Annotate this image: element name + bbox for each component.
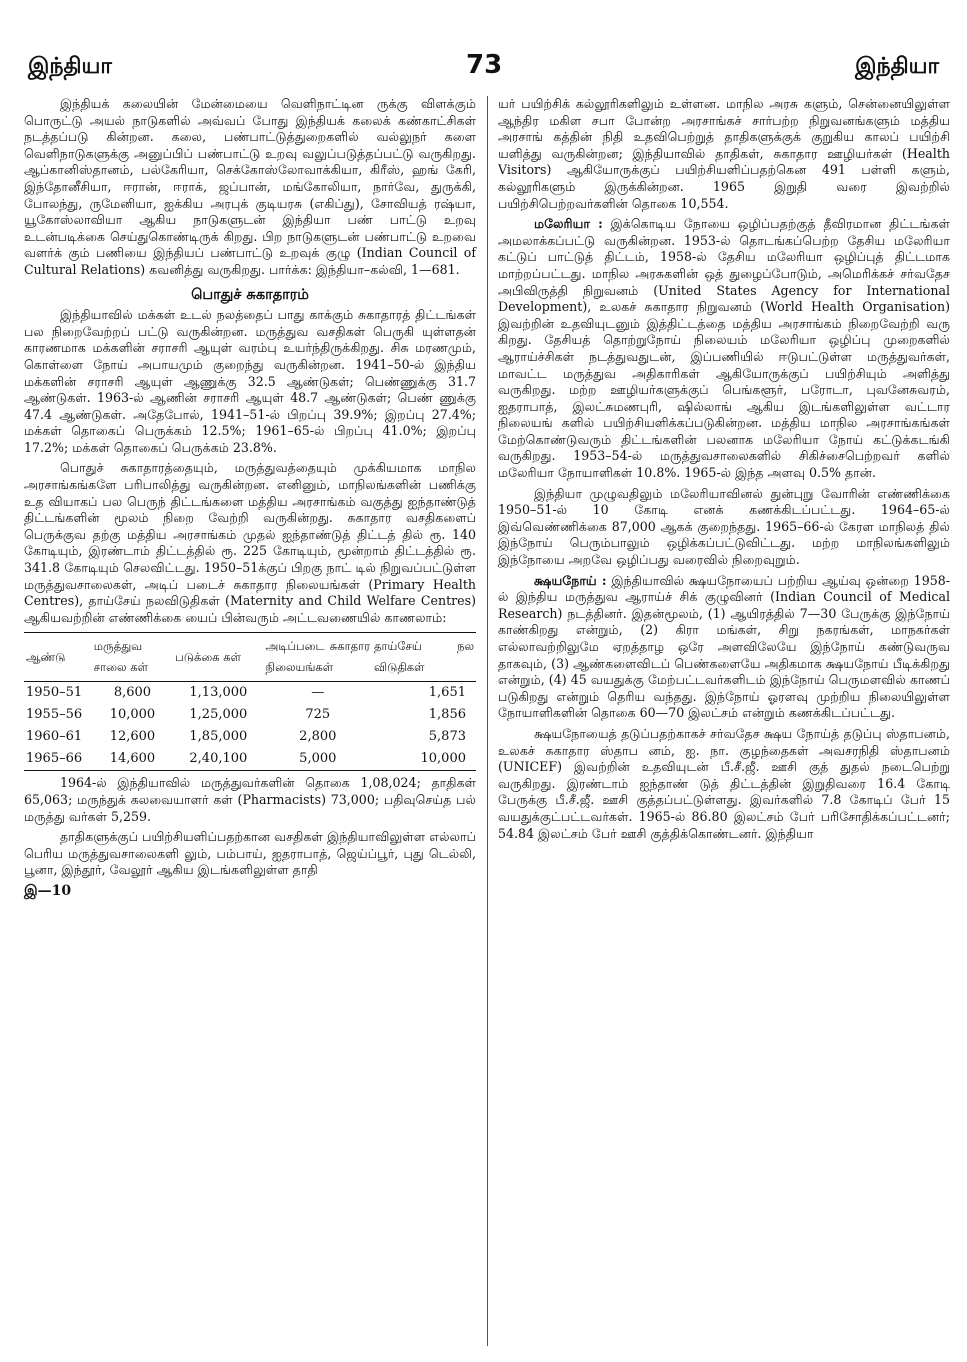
paragraph-malaria-cases: இந்தியா முழுவதிலும் மலேரியாவினல் துன்புறு வோரின் எண்ணிக்கை 1950–51-ல் 10 கோடி எனக் கணக்கிடப்பட்டது. 1964–65-ல் இவ்வெண்ணிக்கை 87,000 ஆகக் குறைந்தது. 1965–66-ல் கேரள மாநிலத் தில் இந்நோய் பெரும்பாலும் ஒழிக்கப்பட்டுவிட்டது. மற்ற மாநிலங்களிலும் இந்நோயை அறவே ஒழிப்பது வரைவில் நிறைவுறும். <box>498 485 950 568</box>
table-cell: 1,25,000 <box>189 707 248 723</box>
malaria-heading: மலேரியா : <box>534 216 603 232</box>
table-header-phc: அடிப்படை சுகாதார நிலையங்கள் <box>265 639 371 675</box>
table-cell: 5,000 <box>299 751 337 767</box>
table-cell: 1,85,000 <box>189 729 248 745</box>
table-header-beds: படுக்கை கள் <box>175 649 241 664</box>
table-cell: 1,856 <box>428 707 466 723</box>
paragraph-nurse-training: தாதிகளுக்குப் பயிற்சியளிப்பதற்கான வசதிகள் இந்தியாவிலுள்ள எல்லாப் பெரிய மருத்துவசாலைகளி லும், பம்பாய், ஐதராபாத், ஜெய்ப்பூர், புது டெல்லி, பூனா, இந்தூர், வேலூர் ஆகிய இடங்களிலுள்ள தாதி <box>24 829 476 878</box>
table-cell: — <box>311 685 325 701</box>
paragraph-doctors: 1964-ல் இந்தியாவில் மருத்துவர்களின் தொகை 1,08,024; தாதிகள் 65,063; மருந்துக் கலவையாளர் கள் (Pharmacists) 73,000; பதிவுசெய்த பல் மருத்து வர்கள் 5,259. <box>24 775 476 824</box>
table-header-year: ஆண்டு <box>26 649 66 664</box>
table-header-maternity: தாய்சேய் நல விடுதிகள் <box>374 639 474 675</box>
page-header <box>28 50 939 88</box>
paragraph-life-expectancy: இந்தியாவில் மக்கள் உடல் நலத்தைப் பாது காக்கும் சுகாதாரத் திட்டங்கள் பல நிறைவேற்றப் பட்டு வருகின்றன. மருத்துவ வசதிகள் பெருகி யுள்ளதன் காரணமாக மக்களின் சராசரி ஆயுள் வரம்பு உயர்ந்திருக்கிறது. சிசு மரணமும், கொள்ளை நோய் அபாயமும் குறைந்து வருகின்றன. 1941–50-ல் இந்திய மக்களின் சராசரி ஆயுள் ஆணுக்கு 32.5 ஆண்டுகள்; பெண்ணுக்கு 31.7 ஆண்டுகள். 1963-ல் ஆணின் சராசரி ஆயுள் 48.7 ஆண்டுகள்; பெண் ணுக்கு 47.4 ஆண்டுகள். அதேபோல், 1941–51-ல் பிறப்பு 39.9%; இறப்பு 27.4%; மக்கள் தொகைப் பெருக்கம் 12.5%; 1961–65-ல் பிறப்பு 41.0%; இறப்பு 17.2%; மக்கள் தொகைப் பெருக்கம் 23.8%. <box>24 307 476 455</box>
table-row <box>24 704 476 726</box>
table-cell: 12,600 <box>109 729 156 745</box>
table-cell: 1965–66 <box>26 751 83 767</box>
signature-mark: இ—10 <box>24 882 72 899</box>
running-head-left: இந்தியா <box>28 54 112 79</box>
table-row <box>24 726 476 748</box>
table-cell: 1960–61 <box>26 729 83 745</box>
paragraph-tuberculosis <box>498 573 950 722</box>
section-title-public-health: பொதுச் சுகாதாரம் <box>191 285 309 303</box>
table-cell: 725 <box>305 707 331 723</box>
running-head-right: இந்தியா <box>855 54 939 79</box>
table-row <box>24 682 476 705</box>
table-cell: 2,800 <box>299 729 337 745</box>
column-divider <box>487 96 488 1346</box>
table-row <box>24 748 476 771</box>
page-number: 73 <box>466 50 503 80</box>
table-cell: 2,40,100 <box>189 751 248 767</box>
paragraph-malaria <box>498 216 950 482</box>
tuberculosis-text: இந்தியாவில் க்ஷயநோயைப் பற்றிய ஆய்வு ஒன்றை 1958-ல் இந்திய மருத்துவ ஆராய்ச் சிக் குழுவினர் (Indian Council of Medical Research) நடத்தினர். இதன்மூலம், (1) ஆயிரத்தில் 7—30 பேருக்கு இந்நோய் காண்கிறது என்றும், (2) கிரா மங்கள், சிறு நகரங்கள், மாநகர்கள் எல்லாவற்றிலுமே ஏறத்தாழ ஒரே அளவிலேயே இந்நோய் கண்டுவருவ தாகவும், (3) ஆண்களைவிடப் பெண்களையே அதிகமாக க்ஷயநோய் பீடிக்கிறது என்றும், (4) 45 வயதுக்கு மேற்பட்டவர்களிடம் இந்நோய் பெருமளவில் காணப் படுகிறது என்றும் தெரிய வந்தது. இந்நோய் ஓரளவு முற்றிய நிலையிலுள்ள நோயாளிகளின் தொகை 60—70 இலட்சம் என்றும் கணக்கிடப்பட்டது. <box>498 572 950 721</box>
table-cell: 1,651 <box>428 685 466 701</box>
paragraph-culture: இந்தியக் கலையின் மேன்மையை வெளிநாட்டின ருக்கு விளக்கும் பொருட்டு அயல் நாடுகளில் அவ்வப் போது இந்தியக் கலைக் கண்காட்சிகள் நடத்தப்படு கின்றன. கலை, பண்பாட்டுத்துறைகளில் வல்லுநர் களை வெளிநாடுகளுக்கு அனுப்பிப் பண்பாட்டு உறவு வலுப்படுத்தப்பட்டு வருகிறது. ஆப்கானிஸ்தானம், பல்கேரியா, செக்கோஸ்லோவாக்கியா, கிரீஸ், ஹங் கேரி, இந்தோனீசியா, ஈரான், ஈராக், ஜப்பான், மங்கோலியா, நார்வே, துருக்கி, போலந்து, ருமேனியா, ஐக்கிய அரபுக் குடியரசு (எகிப்து), சோவியத் ரஷ்யா, யூகோஸ்லாவியா ஆகிய நாடுகளுடன் இந்தியா பண் பாட்டு உறவு உடன்படிக்கை செய்துகொண்டிருக் கிறது. பிற நாடுகளுடன் பண்பாட்டு உறவை வளர்க் கும் பணியை இந்தியப் பண்பாட்டு உறவுக் குழு (Indian Council of Cultural Relations) கவனித்து வருகிறது. பார்க்க: இந்தியா–கல்வி, 1—681. <box>24 96 476 277</box>
table-cell: 8,600 <box>113 685 152 701</box>
health-facilities-table <box>24 632 476 771</box>
table-cell: 1,13,000 <box>189 685 248 701</box>
table-cell: 1950–51 <box>26 685 83 701</box>
paragraph-nurse-schools: யர் பயிற்சிக் கல்லூரிகளிலும் உள்ளன. மாநில அரசு களும், சென்னையிலுள்ள ஆந்திர மகிள சபா போன்ற அரசாங்கச் சார்பற்ற நிறுவனங்களும் மத்திய அரசாங் கத்தின் நிதி உதவிபெற்றுத் தாதிகளுக்குக் குறுகிய காலப் பயிற்சி யளித்து வருகின்றன; இந்தியாவில் தாதிகள், சுகாதார ஊழியர்கள் (Health Visitors) ஆகியோருக்குப் பயிற்சியளிப்பதற்கென 491 பள்ளி களும், கல்லூரிகளும் இருக்கின்றன. 1965 இறுதி வரை இவற்றில் பயிற்சிபெற்றவர்களின் தொகை 10,554. <box>498 96 950 211</box>
right-column <box>498 96 950 846</box>
left-column <box>24 96 476 900</box>
malaria-text: இக்கொடிய நோயை ஒழிப்பதற்குத் தீவிரமான திட்டங்கள் அமலாக்கப்பட்டு வருகின்றன. 1953-ல் தொடங்கப்பெற்ற தேசிய மலேரியா கட்டுப் பாட்டுத் திட்டம், 1958-ல் தேசிய மலேரியா ஒழிப்புத் திட்டமாக மாற்றப்பட்டது. மாநில அரசுகளின் ஒத் துழைப்போடும், அமெரிக்கச் சர்வதேச அபிவிருத்தி நிறுவனம் (United States Agency for International Development), உலகச் சுகாதார நிறுவனம் (World Health Organisation) இவற்றின் உதவியுடனும் இத்திட்டத்தை மத்திய அரசாங்கம் நிறைவேற்றி வரு கிறது. தேசியத் தொற்றுநோய் நிலையம் மலேரியா ஒழிப்பு முறைகளில் ஆராய்ச்சிகள் நடத்துவதுடன், இப்பணியில் ஈடுபட்டுள்ள மருத்துவர்கள், மாவட்ட மருத்துவ அதிகாரிகள் ஆகியோருக்குப் பயிற்சியும் அளித்து வருகிறது. மற்ற ஊழியர்களுக்குப் பெங்களூர், பரோடா, புவனேசுவரம், ஐதராபாத், இலட்சுமணபுரி, ஷில்லாங் ஆகிய இடங்களிலுள்ள வட்டார நிலையங் களில் பயிற்சியளிக்கப்படுகின்றன. மத்திய மாநில அரசாங்கங்கள் மேற்கொண்டுவரும் திட்டங்களின் பலனாக மலேரியா நோய் கட்டுக்கடங்கி வருகிறது. 1953–54-ல் மருத்துவசாலைகளில் சிகிச்சைபெற்றவர் களில் மலேரியா நோயாளிகள் 10.8%. 1965-ல் இந்த அளவு 0.5% தான். <box>498 216 950 481</box>
paragraph-health-plans: பொதுச் சுகாதாரத்தையும், மருத்துவத்தையும் முக்கியமாக மாநில அரசாங்கங்களே பரிபாலித்து வருகின்றன. எனினும், மாநிலங்களின் பணிக்கு உத வியாகப் பல பெருந் திட்டங்களை மத்திய அரசாங்கம் வகுத்து ஐந்தாண்டுத் திட்டங்களின் மூலம் நிறை வேற்றி வருகின்றது. சுகாதார வசதிகளைப் பெருக்குவ தற்கு மத்திய அரசாங்கம் முதல் ஐந்தாண்டுத் திட்டத் தில் ரூ. 140 கோடியும், இரண்டாம் திட்டத்தில் ரூ. 225 கோடியும், மூன்றாம் திட்டத்தில் ரூ. 341.8 கோடியும் செலவிட்டது. 1950–51க்குப் பிறகு நாட் டில் நிறுவப்பட்டுள்ள மருத்துவசாலைகள், அடிப் படைச் சுகாதார நிலையங்கள் (Primary Health Centres), தாய்சேய் நலவிடுதிகள் (Maternity and Child Welfare Centres) ஆகியவற்றின் எண்ணிக்கை யைப் பின்வரும் அட்டவணையில் காணலாம்: <box>24 460 476 625</box>
table-cell: 10,000 <box>420 751 466 767</box>
tuberculosis-heading: க்ஷயநோய் : <box>534 572 607 588</box>
paragraph-bcg: க்ஷயநோயைத் தடுப்பதற்காகச் சர்வதேச க்ஷய நோய்த் தடுப்பு ஸ்தாபனம், உலகச் சுகாதார ஸ்தாப னம், ஐ. நா. குழந்தைகள் அவசரநிதி ஸ்தாபனம் (UNICEF) இவற்றின் உதவியுடன் பீ.சீ.ஜீ. ஊசி குத் துதல் நடைபெற்று வருகிறது. இரண்டாம் ஐந்தாண் டுத் திட்டத்தின் இறுதிவரை 16.4 கோடி பேருக்கு பீ.சீ.ஜீ. ஊசி குத்தப்பட்டுள்ளது. இவர்களில் 7.8 கோடிப் பேர் 15 வயதுக்குட்பட்டவர்கள். 1965-ல் 86.80 இலட்சம் பேர் பரிசோதிக்கப்பட்டனர்; 54.84 இலட்சம் பேர் ஊசி குத்திக்கொண்டனர். இந்தியா <box>498 725 950 841</box>
table-cell: 10,000 <box>109 707 156 723</box>
table-cell: 14,600 <box>109 751 156 767</box>
table-header-row <box>24 633 476 682</box>
table-header-hospitals: மருத்துவ சாலை கள் <box>93 639 148 675</box>
table-cell: 1955–56 <box>26 707 83 723</box>
table-cell: 5,873 <box>428 729 466 745</box>
